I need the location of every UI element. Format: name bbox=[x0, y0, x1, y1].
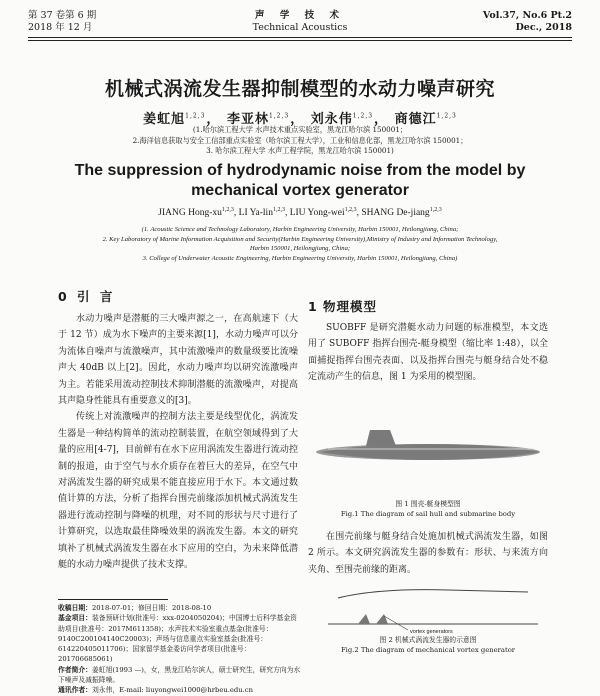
affiliation-line: 2.海洋信息获取与安全工信部重点实验室（哈尔滨工程大学），工业和信息化部，黑龙江哈尔滨 150001； bbox=[132, 135, 468, 145]
footnote-funding: 基金项目：装备预研计划(批准号：xxx-0204050204)；中国博士后科学基金资助项目(批准号：2017M611358)；水声技术实验室重点基金(批准号：9140C200104140C20003)；声场与信息重点实验室基金(批准号：614220405011706)；国家留学基金委访问学者项目(批准号：201706685061) bbox=[58, 614, 297, 664]
section-heading-physical-model: 1 物理模型 bbox=[308, 299, 378, 314]
author-list-en: JIANG Hong-xu$^{1,2,3}$, LI Ya-lin$^{1,2,3}$, LIU Yong-wei$^{1,2,3}$, SHANG De-jiang$^{1,2,3}$ bbox=[158, 207, 442, 219]
leader-line bbox=[384, 616, 408, 630]
paragraph: 水动力噪声是潜艇的三大噪声源之一，在高航速下（大于 12 节）成为水下噪声的主要来源[1]，水动力噪声可以分为流体自噪声与流激噪声，其中流激噪声的数量级要比流噪声大 40dB 以上[2]。因此，水动力噪声均以研究流激噪声为主。若能采用流动控制技术抑制潜艇的流激噪声，对提高其声隐身性能具有重要意义的[3]。 bbox=[58, 314, 298, 407]
title-en-line: mechanical vortex generator bbox=[191, 182, 409, 199]
vortex-generator-blade bbox=[376, 614, 388, 624]
author-cn: 刘永伟$^{1,2,3}$ bbox=[310, 112, 374, 127]
running-header bbox=[0, 0, 600, 40]
affiliation-line: (1.哈尔滨工程大学 水声技术重点实验室，黑龙江哈尔滨 150001； bbox=[192, 125, 408, 134]
date-cn: 2018 年 12 月 bbox=[28, 22, 93, 33]
caption-en: Fig.2 The diagram of mechanical vortex generator bbox=[340, 646, 516, 654]
footnote-rule bbox=[58, 599, 168, 600]
header-rule bbox=[28, 37, 572, 38]
footnote-author-bio: 作者简介：姜虹旭(1993 —)，女，黑龙江哈尔滨人，硕士研究生，研究方向为水下噪声及减振降噪。 bbox=[58, 665, 301, 685]
caption-cn: 图 1 围壳-艇身模型图 bbox=[395, 500, 461, 508]
author-cn: 李亚林$^{1,2,3}$ bbox=[226, 112, 290, 127]
sail-leading-edge bbox=[338, 590, 528, 598]
footnote-corresponding: 通讯作者：刘永伟，E-mail: liuyongwei1000@hrbeu.edu.cn bbox=[58, 686, 253, 695]
right-column-body bbox=[308, 320, 548, 386]
vortex-generator-blade bbox=[358, 614, 370, 624]
journal-name-cn: 声 学 技 术 bbox=[255, 10, 345, 21]
author-en: LI Ya-lin$^{1,2,3}$ bbox=[238, 207, 285, 219]
date-en: Dec., 2018 bbox=[515, 22, 572, 33]
issue-info-en bbox=[483, 10, 572, 34]
figure-sail-hull-model bbox=[308, 386, 548, 486]
title-en-line: The suppression of hydrodynamic noise from the model by bbox=[74, 162, 526, 179]
paragraph: SUOBFF 是研究潜艇水动力问题的标准模型，本文选用了 SUBOFF 指挥台围壳-艇身模型（缩比率 1:48），以全面捕捉指挥台围壳表面、以及指挥台围壳与艇身结合处不稳定流动产生的信息，图 1 为采用的模型图。 bbox=[308, 323, 548, 383]
author-list-cn: 姜虹旭$^{1,2,3}$， 李亚林$^{1,2,3}$， 刘永伟$^{1,2,3}$， 商德江$^{1,2,3}$ bbox=[143, 112, 457, 127]
left-column-body bbox=[58, 311, 298, 574]
author-en: LIU Yong-wei$^{1,2,3}$ bbox=[289, 207, 357, 219]
paragraph: 传统上对流激噪声的控制方法主要是线型优化，涡流发生器是一种结构简单的流动控制装置，在航空领域得到了大量的应用[4-7]，目前鲜有在水下应用涡流发生器进行流动控制的报道，由于空气与水介质存在着巨大的差异，在空气中对涡流发生器的研究成果不能直接应用于水下。本文通过数值计算的方法，分析了指挥台围壳前缘添加机械式涡流发生器进行流动控制与降噪的机理，对不同的形状与尺寸进行了计算研究，以选取最佳降噪效果的涡流发生器。本文的研究填补了机械式涡流发生器在水下应用的空白，为未来降低潜艇的水动力噪声提供了技术支撑。 bbox=[58, 412, 298, 571]
journal-name-en: Technical Acoustics bbox=[252, 22, 348, 33]
paper-title-en bbox=[0, 161, 600, 201]
figure2-caption bbox=[308, 635, 548, 655]
section-heading-intro: 0 引 言 bbox=[58, 289, 116, 304]
affiliation-line: Harbin 150001, Heilongjiang, China; bbox=[249, 245, 351, 253]
affiliation-line: (1. Acoustic Science and Technology Laboratory, Harbin Engineering University, Harbin 150001, Heilongjiang, China; bbox=[141, 226, 459, 233]
figure1-caption bbox=[308, 499, 548, 519]
paper-title-cn: 机械式涡流发生器抑制模型的水动力噪声研究 bbox=[104, 78, 495, 100]
figure2-label: vortex generators bbox=[410, 629, 453, 635]
affiliation-line: 3. 哈尔滨工程大学 水声工程学院，黑龙江哈尔滨 150001) bbox=[206, 146, 394, 155]
author-en: SHANG De-jiang$^{1,2,3}$ bbox=[361, 207, 442, 219]
affiliation-line: 2. Key Laboratory of Marine Information Acquisition and Security(Harbin Engineering University),Ministry of Industry and Information Technology, bbox=[102, 235, 498, 243]
header-rule-thin bbox=[28, 40, 572, 41]
affiliations-en bbox=[40, 225, 560, 263]
figure-vortex-generator bbox=[318, 580, 548, 636]
paragraph: 在围壳前缘与艇身结合处施加机械式涡流发生器，如图 2 所示。本文研究涡流发生器的参数有：形状、与来流方向夹角、至围壳前缘的距离。 bbox=[308, 532, 548, 575]
volume-issue-en: Vol.37, No.6 Pt.2 bbox=[482, 10, 572, 21]
caption-cn: 图 2 机械式涡流发生器的示意图 bbox=[379, 636, 477, 644]
affiliations-cn bbox=[30, 125, 570, 157]
author-en: JIANG Hong-xu$^{1,2,3}$ bbox=[158, 207, 234, 219]
caption-en: Fig.1 The diagram of sail hull and submarine body bbox=[340, 510, 516, 518]
volume-issue-cn: 第 37 卷第 6 期 bbox=[28, 10, 97, 21]
author-cn: 姜虹旭$^{1,2,3}$ bbox=[143, 112, 206, 127]
footnote-received: 收稿日期：2018-07-01；修回日期：2018-08-10 bbox=[58, 604, 212, 612]
right-column-body-2 bbox=[308, 529, 548, 578]
affiliation-line: 3. College of Underwater Acoustic Engineering, Harbin Engineering University, Harbin 150001, Heilongjiang, China) bbox=[142, 254, 458, 262]
submarine-sail bbox=[366, 430, 396, 446]
footnotes bbox=[58, 603, 302, 696]
author-cn: 商德江$^{1,2,3}$ bbox=[394, 112, 457, 127]
